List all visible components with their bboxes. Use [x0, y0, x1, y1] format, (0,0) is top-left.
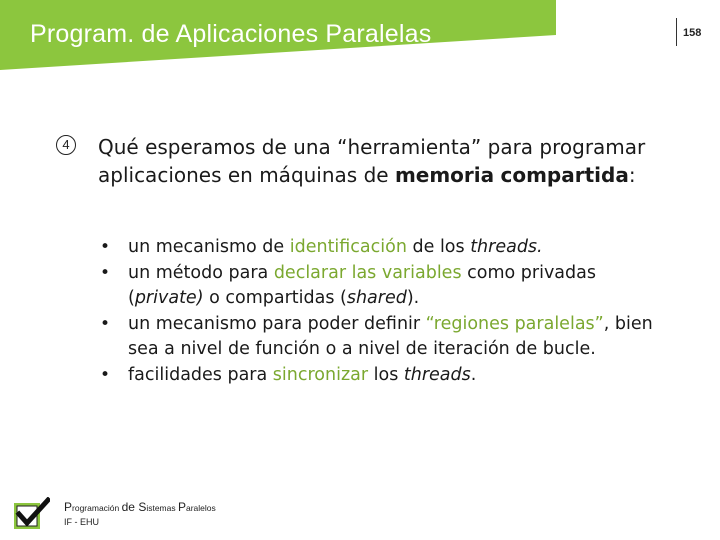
highlight-text: “regiones paralelas”	[425, 314, 604, 334]
bullet-item-parallel-regions	[97, 312, 677, 362]
footer-initial: S	[138, 500, 147, 514]
question-number-marker: 4	[56, 135, 76, 155]
question-text-part: Qué esperamos de una “herramienta” para programar aplicaciones en máquinas de	[98, 135, 646, 187]
question-bold-memoria: memoria	[394, 163, 495, 187]
bullet-text: los	[368, 365, 404, 385]
footer-course-title	[64, 500, 216, 514]
question-colon: :	[628, 163, 636, 187]
bullet-text: un mecanismo de	[128, 237, 290, 257]
bullet-text: como privadas (	[128, 263, 596, 308]
footer-text: istemas	[146, 503, 178, 513]
bullet-item-synchronization	[97, 363, 677, 388]
footer-text: rogramación	[72, 503, 122, 513]
bullet-text: .	[470, 365, 477, 385]
footer-institution: IF - EHU	[64, 517, 99, 527]
footer-initial: P	[177, 500, 186, 514]
highlight-text: identificación	[289, 237, 407, 257]
bullet-text: de los	[406, 237, 471, 257]
bullet-text: un mecanismo para poder definir	[128, 314, 426, 334]
bullet-text: un método para	[128, 263, 274, 283]
italic-term: private)	[134, 288, 204, 308]
italic-term: threads.	[470, 237, 543, 257]
italic-term: shared	[346, 288, 407, 308]
bullet-text: , bien sea a nivel de función o a nivel de iteración de bucle.	[128, 314, 653, 359]
checkmark-logo-icon	[14, 497, 50, 529]
slide-title: Program. de Aplicaciones Paralelas	[30, 20, 432, 48]
bullet-text: facilidades para	[128, 365, 273, 385]
page-number: 158	[683, 27, 702, 39]
italic-term: threads	[403, 365, 471, 385]
footer-text: de	[121, 500, 139, 514]
highlight-text: sincronizar	[272, 365, 369, 385]
footer-initial: P	[64, 500, 73, 514]
bullet-text: ).	[406, 288, 420, 308]
footer-text: aralelos	[186, 503, 216, 513]
bullet-list	[97, 235, 677, 389]
bullet-item-identification	[97, 235, 677, 260]
page-number-divider	[676, 18, 677, 46]
question-text	[98, 133, 658, 189]
bullet-item-variables	[97, 261, 677, 311]
question-bold-compartida: compartida	[500, 163, 629, 187]
highlight-text: declarar las variables	[273, 263, 462, 283]
bullet-text: o compartidas (	[203, 288, 347, 308]
